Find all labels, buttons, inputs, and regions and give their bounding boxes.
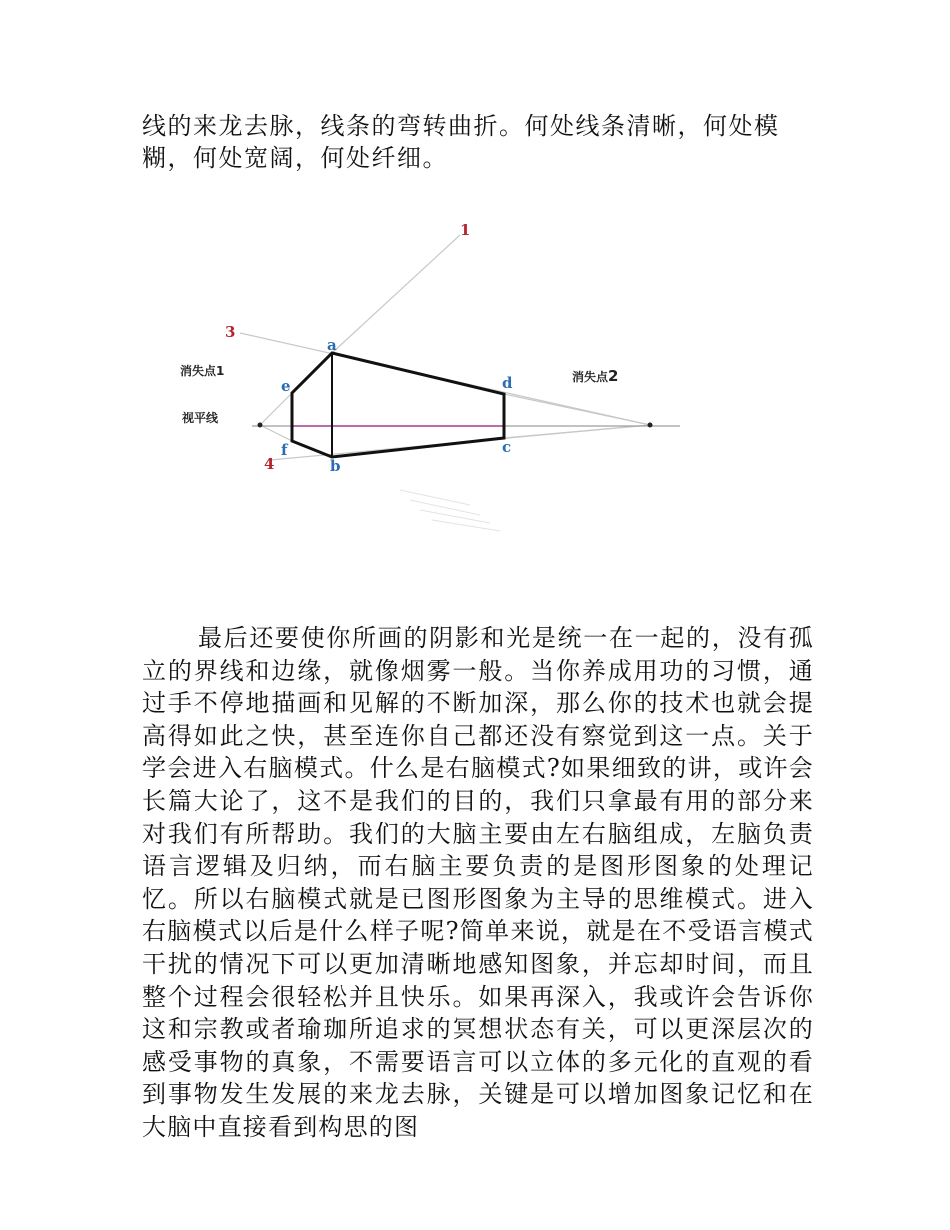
box-outline (292, 353, 504, 457)
vanishing-point-2-dot (648, 423, 653, 428)
vertex-label-c: c (502, 438, 512, 456)
vertex-label-f: f (281, 441, 288, 459)
vertex-label-d: d (502, 374, 513, 392)
vanishing-point-1-dot (258, 423, 263, 428)
guide-line-c-vp2 (504, 425, 650, 438)
vertex-label-a: a (327, 336, 337, 354)
guide-line-d-vp2 (504, 394, 650, 425)
horizon-label: 视平线 (182, 411, 219, 425)
smudge-mark (400, 490, 500, 531)
guide-label-1: 1 (460, 221, 471, 239)
vanishing-point-2-number: 2 (608, 367, 619, 385)
perspective-diagram (170, 205, 690, 565)
guide-label-4: 4 (264, 455, 275, 473)
vanishing-point-2-label: 消失点2 (572, 367, 619, 385)
guide-line-1 (332, 235, 460, 353)
vanishing-point-1-label: 消失点1 (180, 364, 225, 378)
guide-line-e-vp1 (260, 393, 292, 425)
guide-line-f-vp1 (260, 425, 292, 441)
vertex-label-e: e (281, 377, 291, 395)
guide-label-3: 3 (225, 323, 236, 341)
paragraph-top: 线的来龙去脉，线条的弯转曲折。何处线条清晰，何处模糊，何处宽阔，何处纤细。 (142, 112, 780, 172)
vertex-label-b: b (330, 457, 341, 475)
paragraph-main: 最后还要使你所画的阴影和光是统一在一起的，没有孤立的界线和边缘，就像烟雾一般。当你养成用功的习惯，通过手不停地描画和见解的不断加深，那么你的技术也就会提高得如此之快，甚至连你自己都还没有察觉到这一点。关于学会进入右脑模式。什么是右脑模式?如果细致的讲，或许会长篇大论了，这不是我们的目的，我们只拿最有用的部分来对我们有所帮助。我们的大脑主要由左右脑组成，左脑负责语言逻辑及归纳，而右脑主要负责的是图形图象的处理记忆。所以右脑模式就是已图形图象为主导的思维模式。进入右脑模式以后是什么样子呢?简单来说，就是在不受语言模式干扰的情况下可以更加清晰地感知图象，并忘却时间，而且整个过程会很轻松并且快乐。如果再深入，我或许会告诉你这和宗教或者瑜珈所追求的冥想状态有关，可以更深层次的感受事物的真象，不需要语言可以立体的多元化的直观的看到事物发生发展的来龙去脉，关键是可以增加图象记忆和在大脑中直接看到构思的图 (142, 624, 814, 1141)
